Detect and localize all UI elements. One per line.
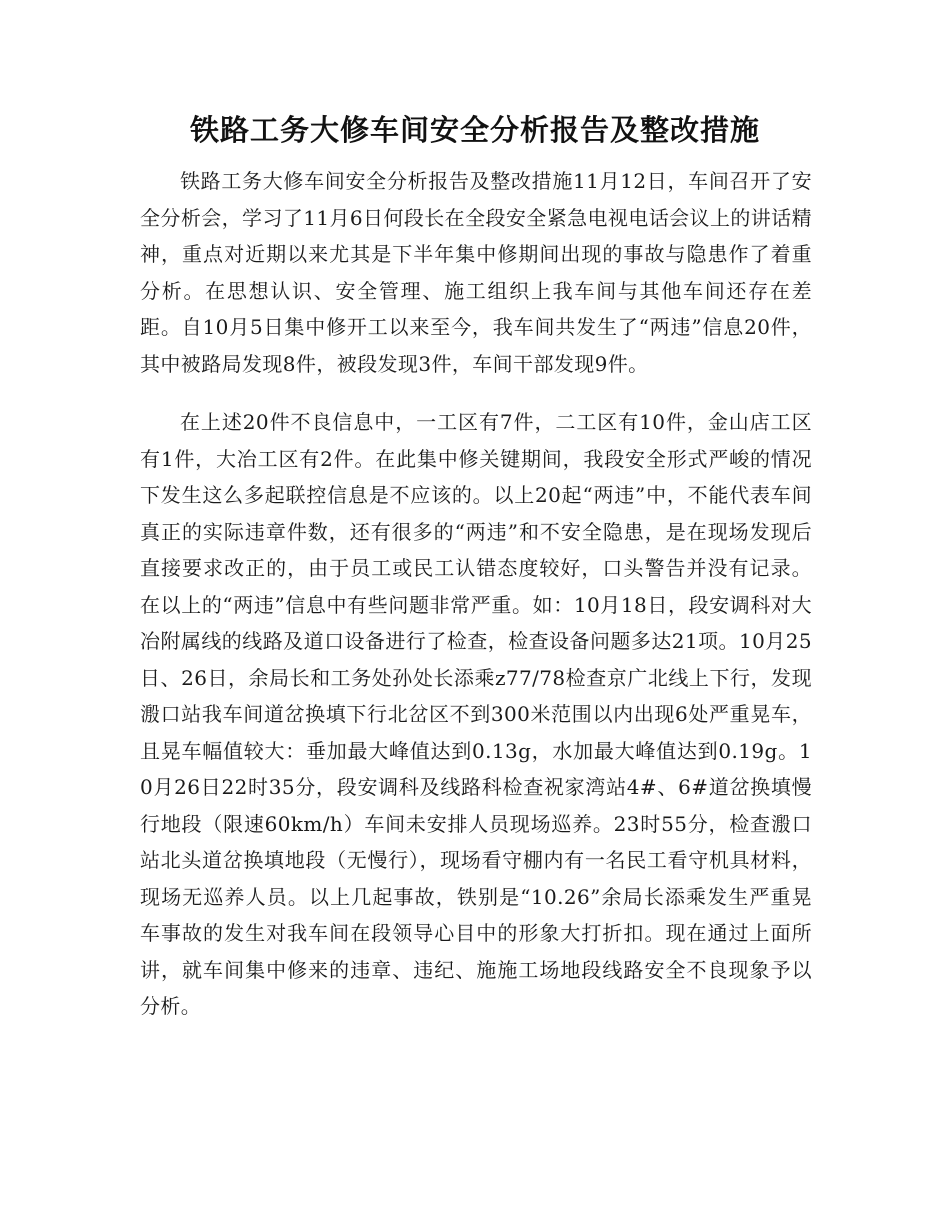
document-title: 铁路工务大修车间安全分析报告及整改措施 <box>189 113 760 147</box>
document-body <box>140 163 812 1025</box>
paragraph-intro: 铁路工务大修车间安全分析报告及整改措施11月12日，车间召开了安全分析会，学习了11月6日何段长在全段安全紧急电视电话会议上的讲话精神，重点对近期以来尤其是下半年集中修期间出现的事故与隐患作了着重分析。在思想认识、安全管理、施工组织上我车间与其他车间还存在差距。自10月5日集中修开工以来至今，我车间共发生了“两违”信息20件，其中被路局发现8件，被段发现3件，车间干部发现9件。 <box>140 169 812 376</box>
paragraph-analysis: 在上述20件不良信息中，一工区有7件，二工区有10件，金山店工区有1件，大冶工区有2件。在此集中修关键期间，我段安全形式严峻的情况下发生这么多起联控信息是不应该的。以上20起“两违”中，不能代表车间真正的实际违章件数，还有很多的“两违”和不安全隐患，是在现场发现后直接要求改正的，由于员工或民工认错态度较好，口头警告并没有记录。在以上的“两违”信息中有些问题非常严重。如：10月18日，段安调科对大冶附属线的线路及道口设备进行了检查，检查设备问题多达21项。10月25日、26日，余局长和工务处孙处长添乘z77/78检查京广北线上下行，发现溵口站我车间道岔换填下行北岔区不到300米范围以内出现6处严重晃车，且晃车幅值较大：垂加最大峰值达到0.13g，水加最大峰值达到0.19g。10月26日22时35分，段安调科及线路科检查祝家湾站4#、6#道岔换填慢行地段（限速60km/h）车间未安排人员现场巡养。23时55分，检查溵口站北头道岔换填地段（无慢行），现场看守棚内有一名民工看守机具材料，现场无巡养人员。以上几起事故，铁别是“10.26”余局长添乘发生严重晃车事故的发生对我车间在段领导心目中的形象大打折扣。现在通过上面所讲，就车间集中修来的违章、违纪、施施工场地段线路安全不良现象予以分析。 <box>140 410 812 1018</box>
